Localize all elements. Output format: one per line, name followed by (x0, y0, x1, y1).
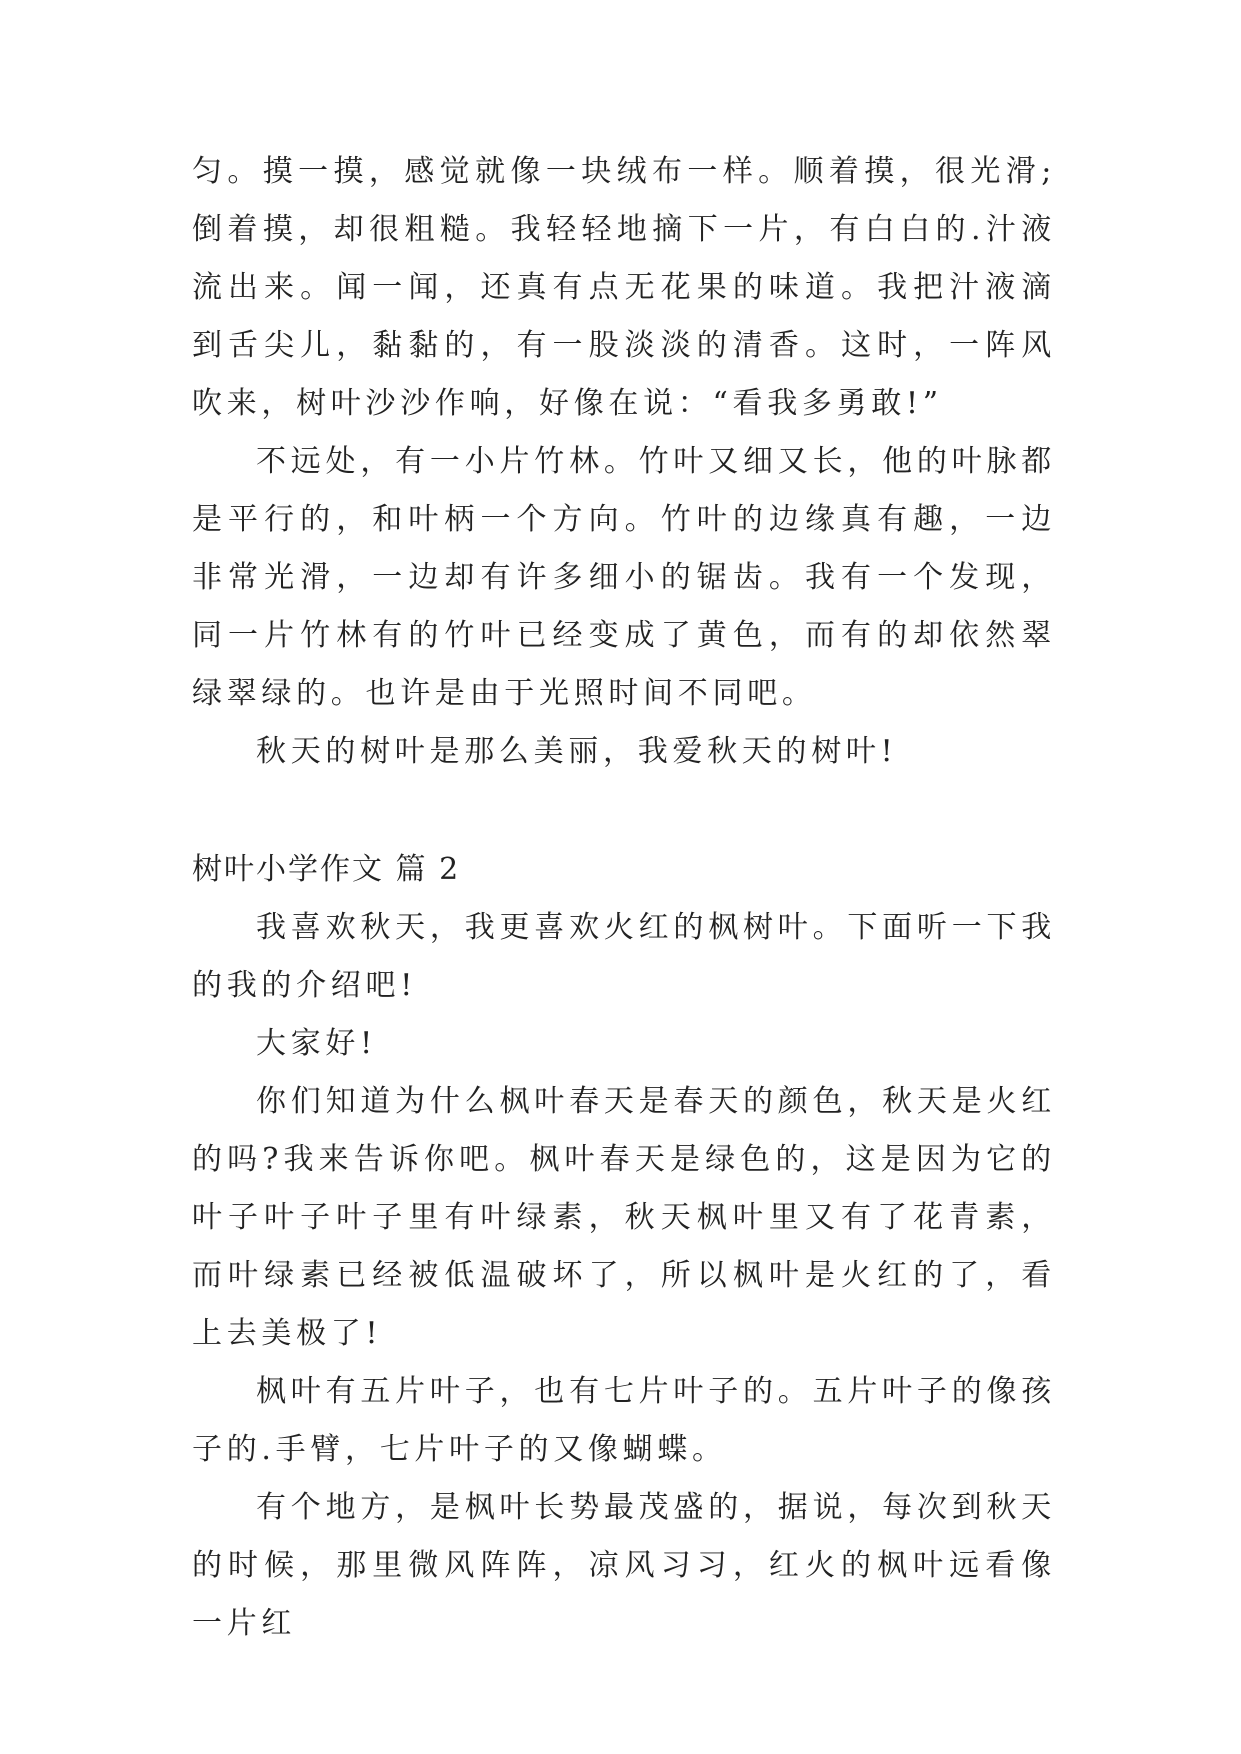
paragraph-intro: 我喜欢秋天，我更喜欢火红的枫树叶。下面听一下我的我的介绍吧! (192, 910, 1056, 1003)
paragraph-color-explanation: 你们知道为什么枫叶春天是春天的颜色，秋天是火红的吗?我来告诉你吧。枫叶春天是绿色的，这是因为它的叶子叶子叶子里有叶绿素，秋天枫叶里又有了花青素，而叶绿素已经被低温破坏了，所以枫叶是火红的了，看上去美极了! (192, 1084, 1056, 1351)
paragraph-continued: 匀。摸一摸，感觉就像一块绒布一样。顺着摸，很光滑;倒着摸，却很粗糙。我轻轻地摘下一片，有白白的.汁液流出来。闻一闻，还真有点无花果的味道。我把汁液滴到舌尖儿，黏黏的，有一股淡淡的清香。这时，一阵风吹来，树叶沙沙作响，好像在说：“看我多勇敢!” (192, 154, 1056, 421)
paragraph-place: 有个地方，是枫叶长势最茂盛的，据说，每次到秋天的时候，那里微风阵阵，凉风习习，红火的枫叶远看像一片红 (192, 1490, 1056, 1641)
paragraph-leaf-shape: 枫叶有五片叶子，也有七片叶子的。五片叶子的像孩子的.手臂，七片叶子的又像蝴蝶。 (192, 1374, 1056, 1467)
paragraph-closing: 秋天的树叶是那么美丽，我爱秋天的树叶! (256, 734, 898, 769)
section-title: 树叶小学作文 篇 2 (192, 852, 461, 887)
paragraph-bamboo: 不远处，有一小片竹林。竹叶又细又长，他的叶脉都是平行的，和叶柄一个方向。竹叶的边缘真有趣，一边非常光滑，一边却有许多细小的锯齿。我有一个发现，同一片竹林有的竹叶已经变成了黄色，而有的却依然翠绿翠绿的。也许是由于光照时间不同吧。 (192, 444, 1056, 711)
paragraph-greeting: 大家好! (256, 1026, 377, 1061)
document-page (192, 143, 1056, 1653)
